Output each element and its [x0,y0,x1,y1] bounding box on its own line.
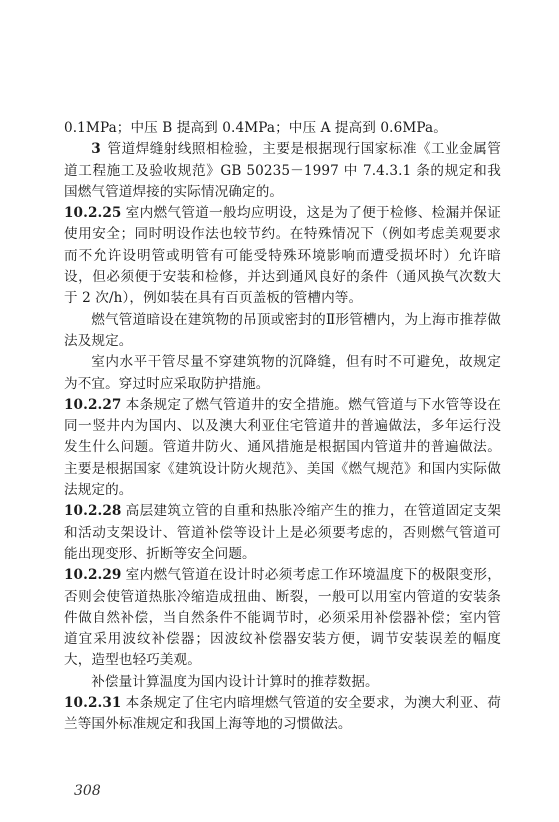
body-text [64,118,501,736]
paragraph-text: 室内燃气管道在设计时必须考虑工作环境温度下的极限变形，否则会使管道热胀冷缩造成扭曲、断裂，一般可以用室内管道的安装条件做自然补偿，当自然条件不能调节时，必须采用补偿器补偿；室内管道宜采用波纹补偿器；因波纹补偿器安装方便，调节安装误差的幅度大，造型也轻巧美观。 [64,567,501,669]
clause-10-2-28 [64,501,501,565]
paragraph-item-3 [64,139,501,203]
clause-number: 10.2.31 [64,695,122,712]
paragraph-compensation-temperature [64,672,501,693]
clause-number: 10.2.29 [64,567,122,584]
paragraph-text: 燃气管道暗设在建筑物的吊顶或密封的Ⅱ形管槽内，为上海市推荐做法及规定。 [64,311,501,349]
clause-10-2-27 [64,395,501,501]
page-number: 308 [74,783,101,799]
clause-10-2-29 [64,565,501,671]
item-number: 3 [91,141,101,158]
clause-10-2-31 [64,693,501,736]
paragraph-text: 室内燃气管道一般均应明设，这是为了便于检修、检漏并保证使用安全；同时明设作法也较节约。在特殊情况下（例如考虑美观要求而不允许设明管或明管有可能受特殊环境影响而遭受损坏时）允许暗设，但必须便于安装和检修，并达到通风良好的条件（通风换气次数大于 2 次/h），例如装在具有百页盖板的管槽内等。 [64,205,501,307]
paragraph-text: 0.1MPa；中压 B 提高到 0.4MPa；中压 A 提高到 0.6MPa。 [64,120,447,136]
clause-number: 10.2.28 [64,503,122,520]
clause-number: 10.2.27 [64,396,122,413]
paragraph-settlement-joint [64,352,501,395]
paragraph-text: 管道焊缝射线照相检验，主要是根据现行国家标准《工业金属管道工程施工及验收规范》GB 50235－1997 中 7.4.3.1 条的规定和我国燃气管道焊接的实际情况确定的。 [64,141,501,200]
clause-10-2-25 [64,203,501,309]
paragraph-text: 高层建筑立管的自重和热胀冷缩产生的推力，在管道固定支架和活动支架设计、管道补偿等设计上是必须要考虑的，否则燃气管道可能出现变形、折断等安全问题。 [64,503,501,562]
paragraph-text: 本条规定了住宅内暗埋燃气管道的安全要求，为澳大利亚、荷兰等国外标准规定和我国上海等地的习惯做法。 [64,695,501,733]
paragraph-pressure-continuation [64,118,501,139]
paragraph-concealed-pipe [64,310,501,353]
paragraph-text: 补偿量计算温度为国内设计计算时的推荐数据。 [91,673,379,690]
clause-number: 10.2.25 [64,205,122,222]
paragraph-text: 本条规定了燃气管道井的安全措施。燃气管道与下水管等设在同一竖井内为国内、以及澳大利亚住宅管道井的普遍做法，多年运行没发生什么问题。管道井防火、通风措施是根据国内管道井的普遍做法。主要是根据国家《建筑设计防火规范》、美国《燃气规范》和国内实际做法规定的。 [64,396,501,499]
paragraph-text: 室内水平干管尽量不穿建筑物的沉降缝，但有时不可避免，故规定为不宜。穿过时应采取防护措施。 [64,354,501,392]
